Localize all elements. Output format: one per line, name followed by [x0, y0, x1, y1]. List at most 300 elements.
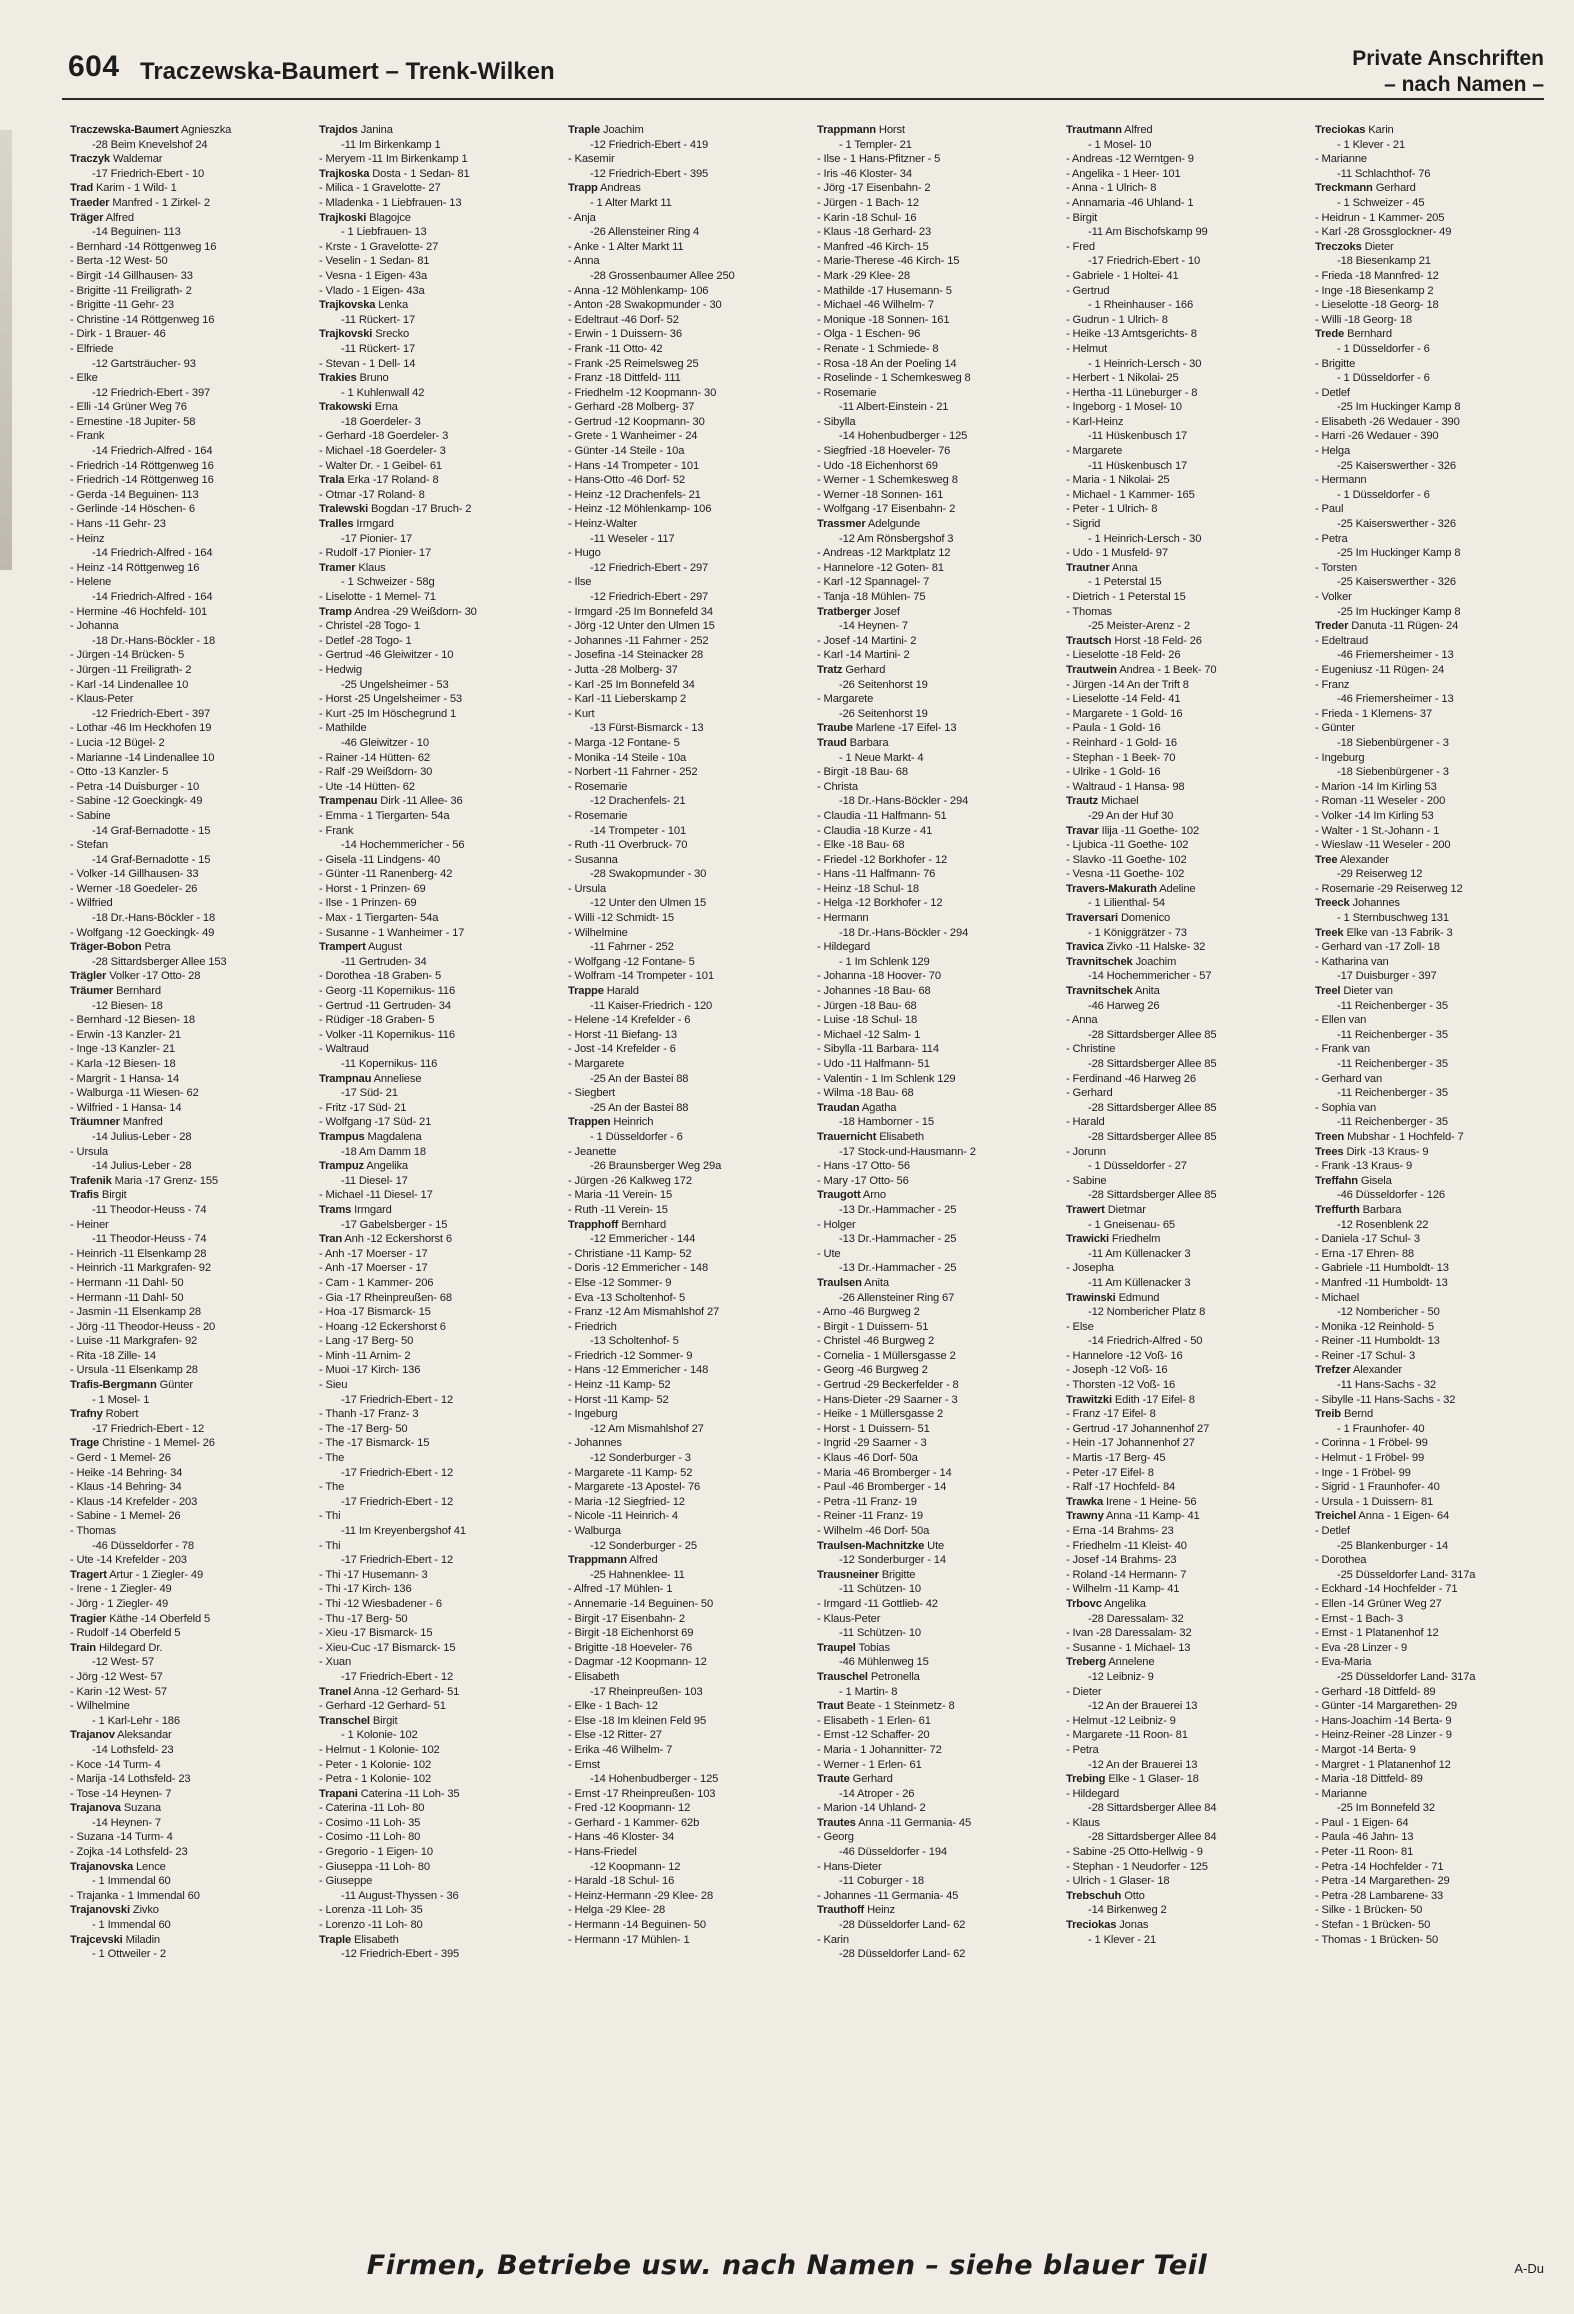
surname: Traut: [817, 1700, 844, 1713]
directory-entry-person: - Anh -17 Moerser - 17: [319, 1262, 428, 1275]
directory-entry-surname: [1315, 1509, 1550, 1524]
entry-rest: Anneliese: [371, 1072, 422, 1085]
directory-entry-address: -11 Am Küllenacker 3: [1088, 1247, 1191, 1260]
directory-entry-surname: [817, 605, 1052, 620]
directory-entry-person: - Willi -12 Schmidt- 15: [568, 912, 674, 925]
directory-entry-address: -11 Am Küllenacker 3: [1088, 1276, 1191, 1289]
directory-entry-person: - Heinz: [70, 532, 105, 545]
directory-entry-surname: [70, 1407, 305, 1422]
directory-entry-address: -12 Gartsträucher- 93: [92, 357, 196, 370]
directory-entry-person: - Birgit -14 Gillhausen- 33: [70, 269, 193, 282]
directory-entry-person: - Stephan - 1 Neudorfer - 125: [1066, 1860, 1208, 1873]
directory-entry-person: - Brigitte -11 Freiligrath- 2: [70, 284, 192, 297]
entry-rest: Elisabeth: [876, 1130, 924, 1143]
entry-rest: Barbara: [1359, 1203, 1402, 1216]
directory-entry-person: - Sibylla -11 Barbara- 114: [817, 1043, 939, 1056]
directory-entry-person: - Dirk - 1 Brauer- 46: [70, 328, 166, 341]
directory-entry-person: - Nicole -11 Heinrich- 4: [568, 1510, 678, 1523]
directory-entry-person: - Michael: [1315, 1291, 1360, 1304]
surname: Treciokas: [1315, 124, 1366, 136]
entry-rest: Manfred - 1 Zirkel- 2: [109, 196, 210, 209]
directory-entry-person: - Margarete -11 Kamp- 52: [568, 1466, 693, 1479]
entry-rest: Klaus: [355, 561, 386, 574]
directory-entry-person: - Volker -11 Kopernikus- 116: [319, 1028, 455, 1041]
directory-entry-address: -12 Friedrich-Ebert - 395: [341, 1948, 460, 1961]
directory-entry-person: - Alfred -17 Mühlen- 1: [568, 1583, 673, 1596]
surname: Treczoks: [1315, 240, 1362, 253]
directory-entry-person: - Karl -28 Grossglockner- 49: [1315, 226, 1452, 239]
directory-entry-address: -12 Friedrich-Ebert - 395: [590, 167, 709, 180]
directory-entry-person: - Lieselotte -18 Feld- 26: [1066, 649, 1181, 662]
directory-entry-person: - Petra -14 Duisburger - 10: [70, 780, 200, 793]
entry-rest: Beate - 1 Steinmetz- 8: [843, 1700, 955, 1713]
directory-entry-person: - Josefina -14 Steinacker 28: [568, 649, 704, 662]
entry-rest: Edith -17 Eifel- 8: [1111, 1393, 1195, 1406]
directory-entry-address: -26 Allensteiner Ring 67: [839, 1291, 955, 1304]
surname: Treciokas: [1066, 1919, 1117, 1932]
directory-entry-surname: [1315, 1174, 1550, 1189]
directory-entry-person: - Irmgard -11 Gottlieb- 42: [817, 1597, 938, 1610]
directory-entry-surname: [817, 1188, 1052, 1203]
directory-entry-person: - Hermann -11 Dahl- 50: [70, 1276, 184, 1289]
directory-entry-address: -25 Düsseldorfer Land- 317a: [1337, 1670, 1476, 1683]
directory-entry-person: - Hans -14 Trompeter - 101: [568, 459, 700, 472]
entry-rest: Volker -17 Otto- 28: [106, 970, 201, 983]
directory-entry-surname: [70, 1860, 305, 1875]
directory-entry-person: - Ute: [817, 1247, 841, 1260]
directory-entry-address: - 1 Königgrätzer - 73: [1088, 926, 1187, 939]
directory-entry-person: - Iris -46 Kloster- 34: [817, 167, 912, 180]
directory-entry-address: -11 Weseler - 117: [590, 532, 675, 545]
directory-entry-address: -14 Birkenweg 2: [1088, 1904, 1167, 1917]
directory-entry-address: -12 Friedrich-Ebert - 297: [590, 561, 709, 574]
directory-entry-person: - Ferdinand -46 Harweg 26: [1066, 1072, 1196, 1085]
directory-entry-address: -11 Schlachthof- 76: [1337, 167, 1431, 180]
directory-entry-address: -17 Süd- 21: [341, 1087, 398, 1100]
entry-rest: Adelgunde: [865, 518, 921, 531]
directory-entry-person: - Annamaria -46 Uhland- 1: [1066, 196, 1194, 209]
directory-entry-surname: [817, 1699, 1052, 1714]
directory-entry-address: -26 Seitenhorst 19: [839, 678, 928, 691]
entry-rest: Irmgard: [351, 1203, 392, 1216]
directory-entry-person: - Susanne - 1 Wanheimer - 17: [319, 926, 465, 939]
directory-entry-person: - Paul - 1 Eigen- 64: [1315, 1816, 1409, 1829]
directory-entry-person: - Jorunn: [1066, 1145, 1106, 1158]
directory-entry-address: -14 Trompeter - 101: [590, 824, 687, 837]
directory-entry-person: - Gisela -11 Lindgens- 40: [319, 853, 441, 866]
directory-entry-surname: [1315, 1363, 1550, 1378]
directory-entry-address: - 1 Immendal 60: [92, 1919, 171, 1932]
directory-entry-person: - Petra -11 Franz- 19: [817, 1495, 917, 1508]
directory-entry-person: - Eva-Maria: [1315, 1656, 1372, 1669]
directory-entry-person: - Cosimo -11 Loh- 35: [319, 1816, 421, 1829]
directory-entry-surname: [319, 400, 554, 415]
directory-entry-person: - Renate - 1 Schmiede- 8: [817, 342, 939, 355]
directory-entry-person: - Jürgen -14 Brücken- 5: [70, 649, 185, 662]
directory-entry-person: - Ernst - 1 Platanenhof 12: [1315, 1627, 1439, 1640]
directory-entry-address: -12 An der Brauerei 13: [1088, 1758, 1198, 1771]
entry-rest: Friedhelm: [1108, 1233, 1161, 1246]
directory-entry-person: - Kurt: [568, 707, 595, 720]
directory-entry-person: - Gerhard - 1 Kammer- 62b: [568, 1816, 700, 1829]
directory-entry-surname: [1315, 1203, 1550, 1218]
directory-entry-person: - Otmar -17 Roland- 8: [319, 488, 425, 501]
entry-rest: Alfred: [1121, 124, 1153, 136]
directory-entry-address: -14 Heynen- 7: [92, 1816, 161, 1829]
directory-entry-person: - Erna -14 Brahms- 23: [1066, 1525, 1174, 1537]
directory-entry-person: - Gregorio - 1 Eigen- 10: [319, 1846, 433, 1859]
directory-entry-address: -14 Friedrich-Alfred - 164: [92, 547, 213, 560]
directory-entry-address: -13 Scholtenhof- 5: [590, 1335, 679, 1348]
surname: Trala: [319, 474, 345, 487]
directory-entry-person: - Jürgen - 1 Bach- 12: [817, 196, 919, 209]
directory-entry-person: - Lorenza -11 Loh- 35: [319, 1904, 423, 1917]
directory-entry-surname: [70, 1174, 305, 1189]
directory-entry-address: - 1 Mosel- 1: [92, 1393, 150, 1406]
directory-entry-person: - Volker -14 Gillhausen- 33: [70, 868, 199, 881]
entry-rest: Jonas: [1116, 1919, 1149, 1932]
directory-entry-surname: [319, 298, 554, 313]
footer-code: A-Du: [1514, 2261, 1544, 2276]
directory-entry-person: - Rosemarie: [817, 386, 877, 399]
directory-entry-person: - Hans-Friedel: [568, 1846, 637, 1859]
directory-entry-person: - Anton -28 Swakopmunder - 30: [568, 299, 722, 312]
directory-entry-person: - Hannelore -12 Voß- 16: [1066, 1349, 1183, 1362]
directory-entry-address: -12 Unter den Ulmen 15: [590, 897, 707, 910]
directory-entry-person: - Martis -17 Berg- 45: [1066, 1452, 1166, 1465]
directory-entry-person: - Wolfram -14 Trompeter - 101: [568, 970, 714, 983]
directory-entry-person: - Eugeniusz -11 Rügen- 24: [1315, 663, 1445, 676]
directory-entry-person: - Heinz-Walter: [568, 518, 637, 531]
directory-entry-person: - Mathilde: [319, 722, 367, 735]
directory-entry-person: - Corinna - 1 Fröbel- 99: [1315, 1437, 1428, 1450]
surname: Treib: [1315, 1408, 1341, 1421]
directory-entry-person: - Marga -12 Fontane- 5: [568, 736, 680, 749]
directory-entry-address: -17 Friedrich-Ebert - 10: [92, 167, 205, 180]
directory-entry-address: - 1 Klever - 21: [1088, 1933, 1157, 1946]
surname: Trawka: [1066, 1495, 1104, 1508]
entry-rest: Barbara: [846, 736, 889, 749]
directory-entry-person: - Michael - 1 Kammer- 165: [1066, 488, 1195, 501]
directory-entry-person: - Milica - 1 Gravelotte- 27: [319, 182, 441, 195]
directory-entry-person: - Gia -17 Rheinpreußen- 68: [319, 1291, 452, 1304]
directory-entry-person: - Else: [1066, 1320, 1094, 1333]
directory-entry-person: - Fritz -17 Süd- 21: [319, 1101, 407, 1114]
entry-rest: Petronella: [867, 1670, 920, 1683]
directory-entry-person: - Georg -11 Kopernikus- 116: [319, 985, 456, 998]
directory-entry-person: - Bernhard -12 Biesen- 18: [70, 1014, 195, 1027]
directory-entry-address: -14 Lothsfeld- 23: [92, 1743, 174, 1756]
directory-entry-person: - Anna - 1 Ulrich- 8: [1066, 182, 1157, 195]
surname: Trbovc: [1066, 1597, 1102, 1610]
directory-entry-person: - Karla -12 Biesen- 18: [70, 1058, 176, 1070]
directory-entry-person: - Dieter: [1066, 1685, 1102, 1698]
directory-entry-person: - Frank -13 Kraus- 9: [1315, 1160, 1413, 1173]
directory-entry-address: - 1 Kuhlenwall 42: [341, 386, 425, 399]
entry-rest: Andreas: [597, 182, 641, 195]
surname: Travica: [1066, 941, 1104, 954]
directory-entry-surname: [817, 1130, 1052, 1145]
directory-entry-person: - Werner - 1 Schemkesweg 8: [817, 474, 958, 487]
directory-column-2: [319, 123, 554, 2213]
directory-entry-person: - Klaus -18 Gerhard- 23: [817, 226, 932, 239]
directory-entry-person: - Cornelia - 1 Müllersgasse 2: [817, 1349, 956, 1362]
directory-entry-address: -25 Im Bonnefeld 32: [1337, 1802, 1435, 1815]
entry-rest: Heinrich: [610, 1116, 654, 1129]
directory-entry-person: - Marion -14 Uhland- 2: [817, 1802, 926, 1815]
surname: Tramer: [319, 561, 356, 574]
directory-entry-surname: [568, 984, 803, 999]
surname: Trawitzki: [1066, 1393, 1112, 1406]
directory-entry-person: - Irene - 1 Ziegler- 49: [70, 1583, 172, 1596]
directory-entry-surname: [70, 940, 305, 955]
directory-entry-person: - Margot -14 Berta- 9: [1315, 1743, 1416, 1756]
directory-entry-person: - Ursula: [70, 1145, 108, 1158]
directory-entry-person: - Rosa -18 An der Poeling 14: [817, 357, 957, 370]
directory-entry-person: - Erna -17 Ehren- 88: [1315, 1247, 1414, 1260]
directory-entry-person: - Mathilde -17 Husemann- 5: [817, 284, 952, 297]
directory-entry-person: - Klaus-Peter: [70, 693, 134, 706]
directory-entry-person: - Franz -12 Am Mismahlshof 27: [568, 1306, 720, 1319]
surname: Travar: [1066, 824, 1099, 837]
directory-entry-person: - Sabine -12 Goeckingk- 49: [70, 795, 203, 808]
directory-entry-person: - Manfred -46 Kirch- 15: [817, 240, 929, 253]
directory-entry-person: - Werner -18 Sonnen- 161: [817, 488, 944, 501]
entry-rest: Brigitte: [878, 1568, 916, 1581]
directory-entry-address: -46 Friemersheimer - 13: [1337, 693, 1454, 706]
directory-entry-person: - Michael -46 Wilhelm- 7: [817, 299, 935, 312]
directory-entry-person: - Gertrud -46 Gleiwitzer - 10: [319, 649, 454, 662]
directory-entry-person: - Franz: [1315, 678, 1350, 691]
directory-entry-person: - Bernhard -14 Röttgenweg 16: [70, 240, 217, 253]
directory-entry-address: -18 Dr.-Hans-Böckler - 294: [839, 926, 969, 939]
surname: Trajkoski: [319, 211, 367, 224]
directory-entry-person: - Ulrich - 1 Glaser- 18: [1066, 1875, 1170, 1888]
directory-entry-address: -25 Im Huckinger Kamp 8: [1337, 605, 1461, 618]
entry-rest: Agatha: [859, 1101, 897, 1114]
section-title-line1: Private Anschriften: [1352, 47, 1544, 70]
directory-entry-address: -18 Siebenbürgener - 3: [1337, 736, 1449, 749]
directory-entry-person: - Anke - 1 Alter Markt 11: [568, 240, 684, 253]
directory-entry-address: -11 Reichenberger - 35: [1337, 1116, 1448, 1129]
directory-entry-person: - Franz -17 Eifel- 8: [1066, 1408, 1156, 1421]
directory-entry-person: - Friedrich -14 Röttgenweg 16: [70, 459, 214, 472]
directory-entry-person: - Harald: [1066, 1116, 1105, 1129]
directory-entry-person: - Johannes -11 Fahrner - 252: [568, 634, 709, 647]
directory-entry-person: - Johannes -11 Germania- 45: [817, 1889, 959, 1902]
directory-entry-person: - Eva -13 Scholtenhof- 5: [568, 1291, 686, 1304]
surname: Trafenik: [70, 1174, 112, 1187]
surname: Trams: [319, 1203, 352, 1216]
directory-entry-address: - 1 Düsseldorfer - 27: [1088, 1160, 1187, 1173]
directory-entry-address: -25 An der Bastei 88: [590, 1101, 689, 1114]
entry-rest: Ilija -11 Goethe- 102: [1098, 824, 1200, 837]
directory-entry-surname: [568, 1553, 803, 1568]
surname: Trebschuh: [1066, 1889, 1122, 1902]
directory-entry-person: - Volker -14 Im Kirling 53: [1315, 809, 1434, 822]
directory-entry-person: - Klaus -14 Krefelder - 203: [70, 1495, 198, 1508]
directory-entry-person: - Maria -12 Siegfried- 12: [568, 1495, 685, 1508]
directory-entry-person: - Ingeburg: [1315, 751, 1365, 764]
directory-entry-person: - Christine -14 Röttgenweg 16: [70, 313, 215, 326]
directory-entry-address: -17 Friedrich-Ebert - 12: [341, 1495, 454, 1508]
directory-entry-person: - Inge - 1 Fröbel- 99: [1315, 1466, 1411, 1479]
directory-entry-person: - Thi: [319, 1510, 341, 1523]
directory-entry-address: -14 Friedrich-Alfred - 164: [92, 591, 213, 603]
directory-entry-person: - Anna -12 Möhlenkamp- 106: [568, 284, 709, 297]
directory-entry-surname: [1315, 926, 1550, 941]
page-number: 604: [68, 50, 120, 83]
directory-entry-person: - Ulrike - 1 Gold- 16: [1066, 766, 1161, 779]
directory-entry-person: - Roman -11 Weseler - 200: [1315, 795, 1446, 808]
directory-entry-person: - Georg -46 Burgweg 2: [817, 1364, 928, 1377]
entry-rest: Elke van -13 Fabrik- 3: [1343, 926, 1453, 939]
directory-entry-person: - Hans-Dieter: [817, 1860, 882, 1873]
entry-rest: Alfred: [103, 211, 134, 224]
directory-entry-person: - Gerhard van: [1315, 1072, 1383, 1085]
directory-entry-person: - Holger: [817, 1218, 856, 1231]
directory-entry-surname: [1066, 1597, 1301, 1612]
directory-entry-person: - Ernst: [568, 1758, 600, 1771]
directory-entry-person: - Hermann: [817, 912, 869, 925]
directory-entry-person: - Hugo: [568, 547, 601, 560]
directory-entry-address: -11 Coburger - 18: [839, 1875, 924, 1888]
surname: Trassmer: [817, 518, 866, 531]
directory-entry-person: - Friedrich -14 Röttgenweg 16: [70, 474, 214, 487]
directory-entry-person: - Wolfgang -12 Fontane- 5: [568, 955, 695, 968]
surname: Tragier: [70, 1612, 107, 1625]
surname: Traulsen-Machnitzke: [817, 1539, 925, 1552]
directory-entry-address: -46 Mühlenweg 15: [839, 1656, 929, 1669]
surname: Trede: [1315, 328, 1345, 341]
surname: Trampenau: [319, 795, 378, 808]
directory-entry-surname: [1066, 940, 1301, 955]
directory-entry-person: - Günter -14 Margarethen- 29: [1315, 1700, 1457, 1713]
directory-entry-address: -14 Graf-Bernadotte - 15: [92, 853, 211, 866]
directory-entry-surname: [1315, 327, 1550, 342]
directory-entry-person: - Rita -18 Zille- 14: [70, 1349, 156, 1362]
surname: Trajkovska: [319, 299, 376, 312]
directory-entry-person: - Silke - 1 Brücken- 50: [1315, 1904, 1423, 1917]
directory-entry-person: - Hermann -17 Mühlen- 1: [568, 1933, 690, 1946]
directory-entry-surname: [319, 167, 554, 182]
surname: Traple: [568, 124, 601, 136]
directory-entry-address: - 1 Karl-Lehr - 186: [92, 1714, 180, 1727]
directory-entry-person: - Sabine: [1066, 1174, 1107, 1187]
directory-entry-person: - Sibylla: [817, 415, 856, 428]
directory-entry-surname: [70, 1612, 305, 1627]
directory-entry-surname: [817, 1816, 1052, 1831]
surname: Trauschel: [817, 1670, 868, 1683]
directory-entry-address: -13 Fürst-Bismarck - 13: [590, 722, 704, 735]
directory-entry-person: - Thomas - 1 Brücken- 50: [1315, 1933, 1439, 1946]
surname: Traupel: [817, 1641, 856, 1654]
directory-entry-person: - Annemarie -14 Beguinen- 50: [568, 1597, 714, 1610]
entry-rest: Anh -12 Eckershorst 6: [342, 1233, 452, 1246]
directory-entry-person: - Heinz -14 Röttgenweg 16: [70, 561, 200, 574]
directory-entry-person: - Ingrid -29 Saarner - 3: [817, 1437, 927, 1450]
entry-rest: Anna: [1109, 561, 1138, 574]
directory-entry-person: - Paul: [1315, 503, 1344, 516]
directory-entry-address: -11 Im Birkenkamp 1: [341, 138, 441, 151]
directory-entry-person: - Margrit - 1 Hansa- 14: [70, 1072, 180, 1085]
directory-entry-surname: [319, 1933, 554, 1948]
directory-entry-person: - Kasemir: [568, 153, 615, 166]
directory-entry-person: - Karl-Heinz: [1066, 415, 1124, 428]
directory-entry-person: - Heinz-Hermann -29 Klee- 28: [568, 1889, 714, 1902]
header-rule: [62, 98, 1544, 100]
directory-entry-person: - Walter - 1 St.-Johann - 1: [1315, 824, 1440, 837]
directory-entry-person: - Harri -26 Wedauer - 390: [1315, 430, 1439, 443]
directory-entry-person: - Gerlinde -14 Höschen- 6: [70, 503, 195, 516]
directory-entry-person: - Gerhard: [1066, 1087, 1113, 1100]
directory-entry-person: - Jeanette: [568, 1145, 617, 1158]
directory-entry-person: - Thi -17 Kirch- 136: [319, 1583, 412, 1596]
directory-entry-address: - 1 Schweizer - 45: [1337, 196, 1425, 209]
directory-entry-person: - Elisabeth - 1 Erlen- 61: [817, 1714, 931, 1727]
surname: Trautner: [1066, 561, 1110, 574]
entry-rest: Gisela: [1357, 1174, 1392, 1187]
entry-rest: Mubshar - 1 Hochfeld- 7: [1344, 1130, 1464, 1143]
directory-entry-address: - 1 Mosel- 10: [1088, 138, 1152, 151]
directory-entry-address: -17 Friedrich-Ebert - 12: [341, 1670, 454, 1683]
directory-entry-person: - Marianne: [1315, 1787, 1367, 1800]
directory-entry-person: - Heidrun - 1 Kammer- 205: [1315, 211, 1445, 224]
directory-entry-address: -14 Julius-Leber - 28: [92, 1160, 192, 1173]
directory-entry-person: - Friedel -12 Borkhofer - 12: [817, 853, 948, 866]
surname: Träumer: [70, 985, 114, 998]
directory-entry-person: - Torsten: [1315, 561, 1357, 574]
directory-entry-person: - Paula - 1 Gold- 16: [1066, 722, 1161, 735]
surname: Traple: [319, 1933, 352, 1946]
directory-column-3: [568, 123, 803, 2213]
directory-entry-address: -14 Heynen- 7: [839, 620, 908, 633]
directory-entry-address: -25 Kaiserswerther - 326: [1337, 576, 1456, 589]
directory-entry-surname: [817, 721, 1052, 736]
directory-entry-address: -28 Sittardsberger Allee 85: [1088, 1028, 1217, 1041]
directory-entry-address: -14 Friedrich-Alfred - 50: [1088, 1335, 1203, 1348]
directory-entry-person: - Edeltraud: [1315, 634, 1369, 647]
surname: Travnitschek: [1066, 955, 1133, 968]
directory-entry-person: - Ingeborg - 1 Mosel- 10: [1066, 401, 1182, 414]
section-title-line2: – nach Namen –: [1384, 73, 1544, 96]
directory-entry-surname: [319, 605, 554, 620]
directory-entry-person: - Edeltraut -46 Dorf- 52: [568, 313, 679, 326]
directory-entry-person: - Johannes -18 Bau- 68: [817, 985, 931, 998]
directory-entry-person: - Mark -29 Klee- 28: [817, 269, 910, 282]
directory-entry-address: -26 Allensteiner Ring 4: [590, 226, 700, 239]
directory-entry-person: - Hans -46 Kloster- 34: [568, 1831, 675, 1844]
directory-entry-surname: [1066, 1655, 1301, 1670]
surname: Trautmann: [1066, 124, 1122, 136]
directory-entry-address: - 1 Heinrich-Lersch - 30: [1088, 357, 1202, 370]
surname: Trapphoff: [568, 1218, 619, 1231]
entry-rest: Aleksandar: [114, 1729, 172, 1742]
surname: Transchel: [319, 1714, 370, 1727]
directory-entry-person: - Sabine -25 Otto-Hellwig - 9: [1066, 1846, 1203, 1859]
directory-entry-person: - Gerhard -18 Goerdeler- 3: [319, 430, 449, 443]
surname: Trees: [1315, 1145, 1344, 1158]
entry-rest: Dieter: [1361, 240, 1394, 253]
directory-entry-surname: [1066, 882, 1301, 897]
directory-entry-person: - Dietrich - 1 Peterstal 15: [1066, 591, 1186, 603]
entry-rest: Tobias: [855, 1641, 890, 1654]
directory-entry-address: - 1 Schweizer - 58g: [341, 576, 435, 589]
entry-rest: Annelene: [1106, 1656, 1155, 1669]
directory-entry-person: - Reinhard - 1 Gold- 16: [1066, 736, 1177, 749]
directory-entry-address: -12 Drachenfels- 21: [590, 795, 686, 808]
entry-rest: Anna -11 Kamp- 41: [1103, 1510, 1200, 1523]
